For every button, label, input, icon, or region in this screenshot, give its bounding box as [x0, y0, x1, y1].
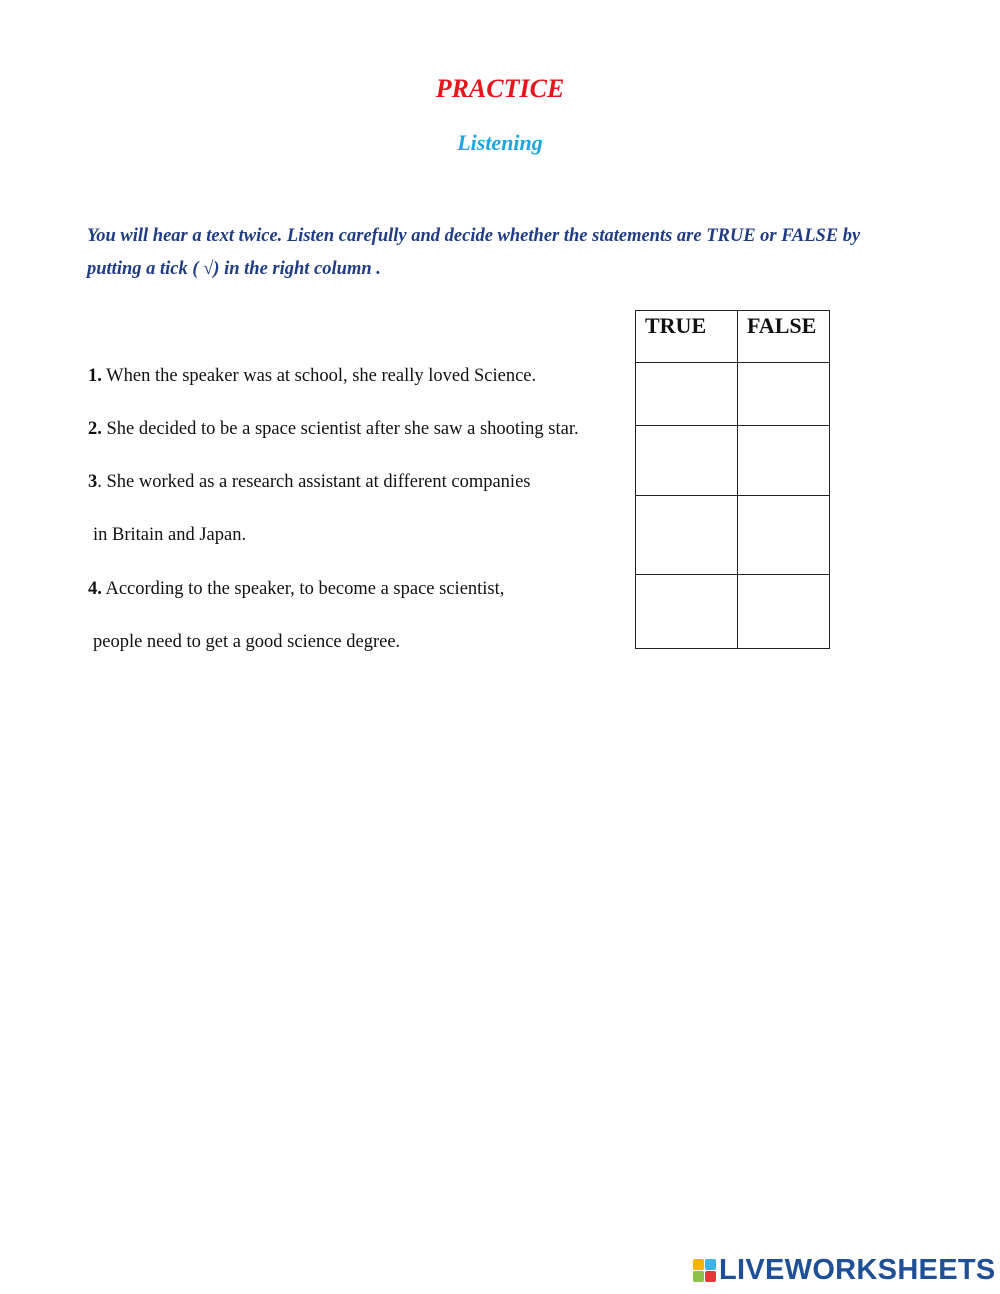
- answer-cell-2-true[interactable]: [636, 426, 738, 496]
- true-column-header: TRUE: [636, 311, 738, 363]
- statement-4-continuation: people need to get a good science degree.: [93, 632, 401, 652]
- instructions-line-1: You will hear a text twice. Listen carefully and decide whether the statements are TRUE or FALSE by: [87, 226, 861, 246]
- statement-3-number: 3: [88, 472, 98, 492]
- statement-4: [88, 579, 504, 600]
- statement-2-text: She decided to be a space scientist after she saw a shooting star.: [101, 419, 579, 439]
- statement-4-number: 4.: [88, 579, 102, 599]
- liveworksheets-logo: [693, 1256, 996, 1284]
- page-title: PRACTICE: [435, 74, 565, 103]
- statement-3: [88, 472, 530, 493]
- answer-row-1: [636, 363, 830, 426]
- statement-3-text: . She worked as a research assistant at different companies: [97, 472, 531, 492]
- answer-table: [635, 310, 830, 649]
- answer-cell-2-false[interactable]: [738, 426, 830, 496]
- answer-cell-4-false[interactable]: [738, 575, 830, 649]
- answer-cell-1-false[interactable]: [738, 363, 830, 426]
- statement-1-number: 1.: [88, 366, 102, 386]
- section-subtitle: Listening: [457, 130, 543, 155]
- answer-row-3: [636, 496, 830, 575]
- logo-text: LIVEWORKSHEETS: [719, 1254, 996, 1286]
- statement-1-text: When the speaker was at school, she really loved Science.: [101, 366, 537, 386]
- answer-row-4: [636, 575, 830, 649]
- false-column-header: FALSE: [738, 311, 830, 363]
- answer-cell-4-true[interactable]: [636, 575, 738, 649]
- answer-cell-1-true[interactable]: [636, 363, 738, 426]
- liveworksheets-logo-icon: [693, 1259, 716, 1282]
- statement-2-number: 2.: [88, 419, 102, 439]
- statement-1: [88, 366, 536, 387]
- answer-cell-3-false[interactable]: [738, 496, 830, 575]
- statement-4-text: According to the speaker, to become a space scientist,: [101, 579, 505, 599]
- answer-table-header: [636, 311, 830, 363]
- statement-3-continuation: in Britain and Japan.: [93, 525, 247, 545]
- answer-row-2: [636, 426, 830, 496]
- instructions-line-2: putting a tick ( √) in the right column .: [87, 259, 381, 279]
- statement-2: [88, 419, 579, 440]
- answer-cell-3-true[interactable]: [636, 496, 738, 575]
